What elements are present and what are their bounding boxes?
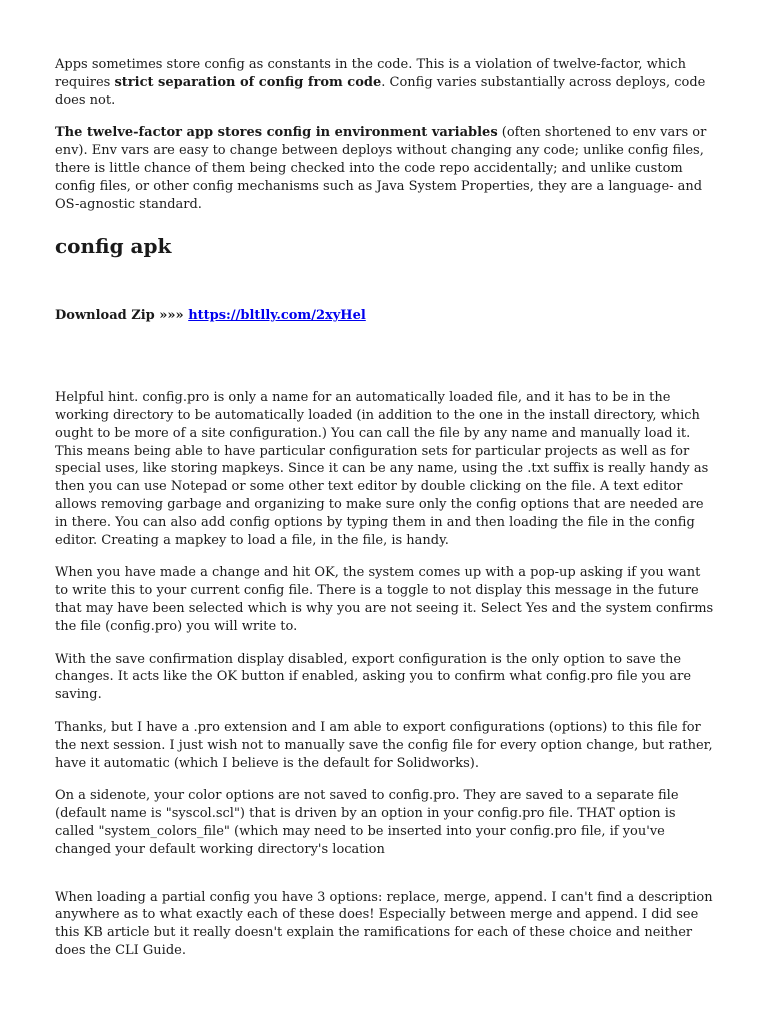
helpful-hint-paragraph: Helpful hint. config.pro is only a name for an automatically loaded file, and it has to be in the working directory to be automatically loaded (in addition to the one in the install directory, which ought to be more of a site configuration.) You can call the file by any name and manually load it. This means being able to have particular configuration sets for particular projects as well as for special uses, like storing mapkeys. Since it can be any name, using the .txt suffix is really handy as then you can use Notepad or some other text editor by double clicking on the file. A text editor allows removing garbage and organizing to make sure only the config options that are needed are in there. You can also add config options by typing them in and then loading the file in the config editor. Creating a mapkey to load a file, in the file, is handy. xyxy=(55,390,709,548)
intro-text-c: . Config varies substantially across deploys, code does not. xyxy=(55,74,706,108)
download-line xyxy=(55,307,715,325)
color-options-paragraph: On a sidenote, your color options are not saved to config.pro. They are saved to a separate file (default name is "syscol.scl") that is driven by an option in your config.pro file. THAT option is called "system_colors_file" (which may need to be inserted into your config.pro file, if you've changed your default working directory's location xyxy=(55,788,679,857)
export-config-paragraph: With the save confirmation display disabled, export configuration is the only option to save the changes. It acts like the OK button if enabled, asking you to confirm what config.pro file you are saving. xyxy=(55,651,692,703)
intro-text-a: Apps sometimes store config as constants in the code. This is a violation of twelve-factor, which requires xyxy=(55,57,686,90)
intro-paragraph xyxy=(55,56,715,109)
env-vars-bold-text: The twelve-factor app stores config in environment variables xyxy=(55,125,498,141)
env-vars-text: (often shortened to env vars or env). Env vars are easy to change between deploys without changing any code; unlike config files, there is little chance of them being checked into the code repo accidentally; and unlike custom config files, or other config mechanisms such as Java System Properties, they are a language- and OS-agnostic standard. xyxy=(55,125,707,212)
intro-bold-text: strict separation of config from code xyxy=(114,74,382,90)
download-link[interactable]: https://bltlly.com/2xyHel xyxy=(188,308,366,324)
pro-extension-paragraph: Thanks, but I have a .pro extension and I am able to export configurations (options) to this file for the next session. I just wish not to manually save the config file for every option change, but rather, have it automatic (which I believe is the default for Solidworks). xyxy=(55,719,713,771)
save-popup-paragraph: When you have made a change and hit OK, the system comes up with a pop-up asking if you want to write this to your current config file. There is a toggle to not display this message in the future that may have been selected which is why you are not seeing it. Select Yes and the system confirms the file (config.pro) you will write to. xyxy=(55,565,714,634)
env-vars-paragraph xyxy=(55,124,715,213)
page-heading: config apk xyxy=(55,234,172,259)
download-label: Download Zip »»» xyxy=(55,308,189,324)
partial-config-paragraph: When loading a partial config you have 3 options: replace, merge, append. I can't find a description anywhere as to what exactly each of these does! Especially between merge and append. I did see this KB article but it really doesn't explain the ramifications for each of these choice and neither does the CLI Guide. xyxy=(55,889,713,958)
